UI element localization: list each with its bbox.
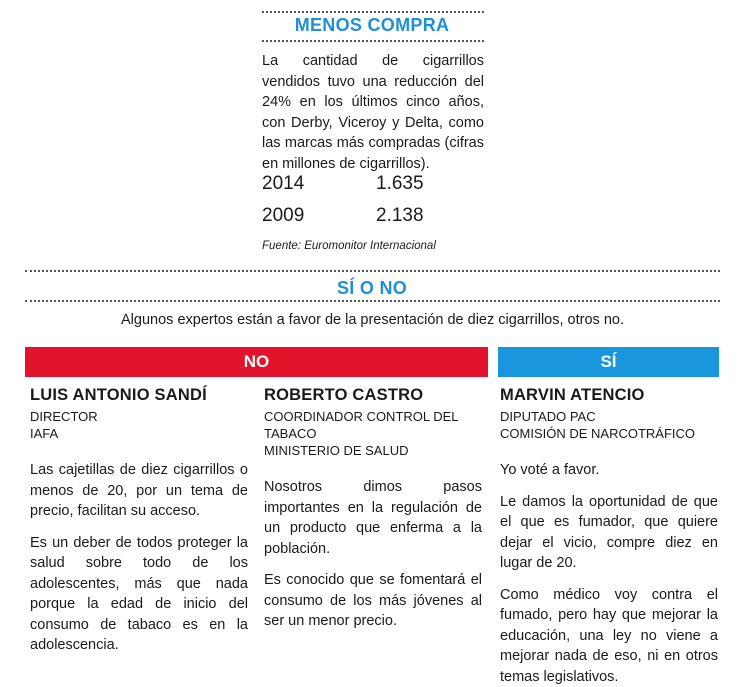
section-divider-lower (25, 300, 720, 302)
expert-role: COORDINADOR CONTROL DEL TABACO (264, 408, 482, 442)
no-header-bar (25, 347, 488, 377)
si-o-no-subtitle: Algunos expertos están a favor de la presentación de diez cigarrillos, otros no. (0, 312, 745, 328)
expert-column (30, 386, 248, 656)
expert-name: MARVIN ATENCIO (500, 386, 718, 405)
si-header-bar (498, 347, 719, 377)
stat-value: 2.138 (376, 205, 424, 227)
expert-quote: Yo voté a favor. (500, 460, 718, 481)
expert-quote: Le damos la oportunidad de que el que es fumador, que quiere dejar el vicio, compre diez en lugar de 20. (500, 492, 718, 574)
expert-quote: Es conocido que se fomentará el consumo de los más jóvenes al ser un menor precio. (264, 570, 482, 632)
expert-quote: Es un deber de todos proteger la salud sobre todo de los adolescentes, más que nada porque la edad de inicio del consumo de tabaco es en la adolescencia. (30, 533, 248, 656)
top-divider (262, 11, 484, 13)
stat-year: 2009 (262, 205, 304, 227)
source-note: Fuente: Euromonitor Internacional (262, 240, 436, 252)
expert-quote: Las cajetillas de diez cigarrillos o menos de 20, por un tema de precio, facilitan su acceso. (30, 460, 248, 522)
expert-name: ROBERTO CASTRO (264, 386, 482, 405)
si-o-no-title: SÍ O NO (262, 278, 482, 299)
expert-organization: MINISTERIO DE SALUD (264, 442, 482, 459)
section-divider-upper (25, 270, 720, 272)
stat-year: 2014 (262, 173, 304, 195)
expert-organization: IAFA (30, 425, 248, 442)
stat-value: 1.635 (376, 173, 424, 195)
expert-column (264, 386, 482, 632)
expert-role: DIPUTADO PAC (500, 408, 718, 425)
menos-compra-title: MENOS COMPRA (262, 15, 482, 36)
no-header-label: NO (244, 352, 270, 372)
expert-column (500, 386, 718, 687)
expert-role: DIRECTOR (30, 408, 248, 425)
expert-name: LUIS ANTONIO SANDÍ (30, 386, 248, 405)
si-header-label: SÍ (600, 352, 616, 372)
expert-quote: Como médico voy contra el fumado, pero hay que mejorar la educación, una ley no viene a mejorar nada de eso, ni en otros temas legislativos. (500, 585, 718, 687)
expert-quote: Nosotros dimos pasos importantes en la regulación de un producto que enferma a la población. (264, 477, 482, 559)
menos-compra-intro: La cantidad de cigarrillos vendidos tuvo una reducción del 24% en los últimos cinco años, con Derby, Viceroy y Delta, como las marcas más compradas (cifras en millones de cigarrillos). (262, 51, 484, 174)
menos-compra-title-divider (262, 40, 484, 42)
expert-organization: COMISIÓN DE NARCOTRÁFICO (500, 425, 718, 442)
